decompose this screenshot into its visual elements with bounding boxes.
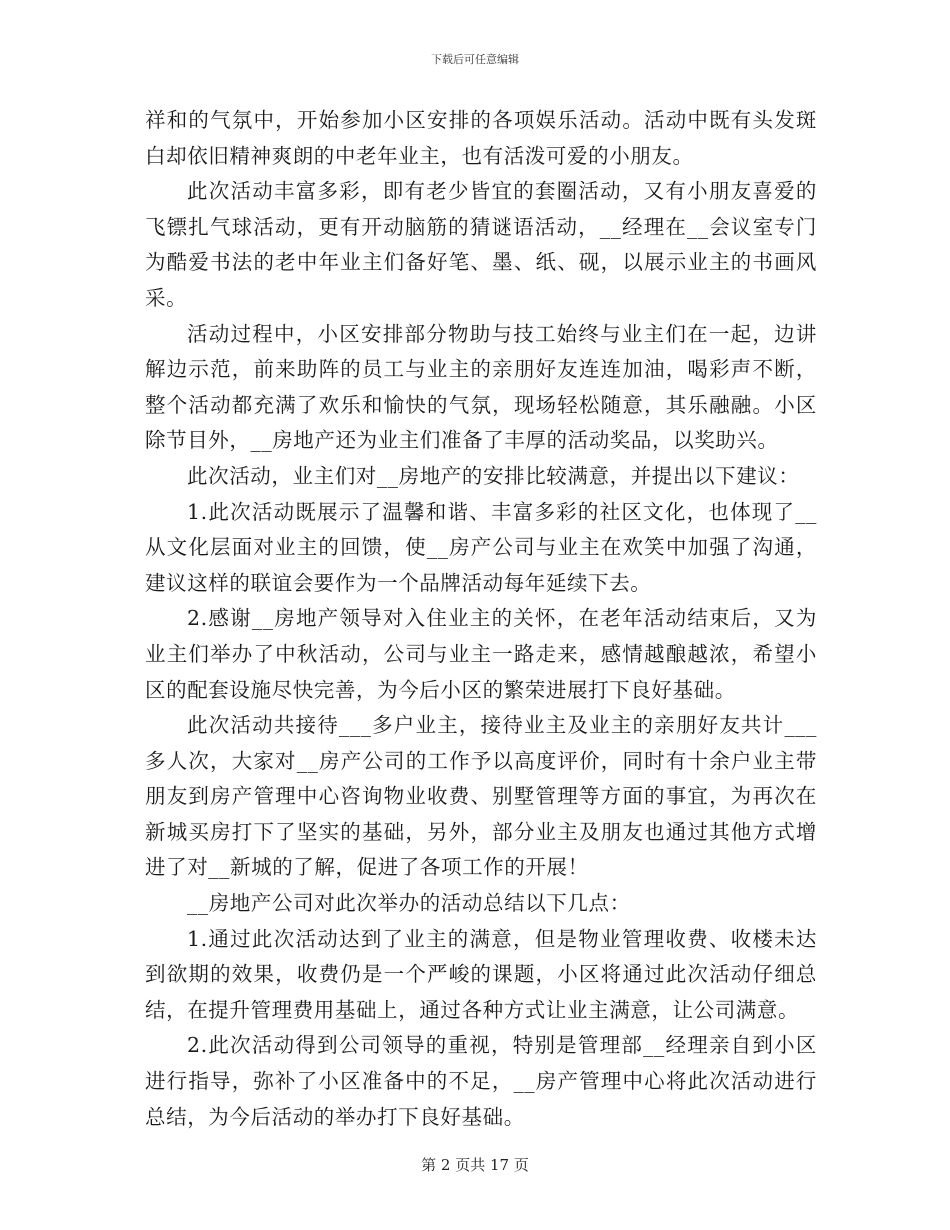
- document-body: [145, 103, 817, 1135]
- paragraph-7: 此次活动共接待___多户业主，接待业主及业主的亲朋好友共计___多人次，大家对__房产公司的工作予以高度评价，同时有十余户业主带朋友到房产管理中心咨询物业收费、别墅管理等方面的事宜，为再次在新城买房打下了坚实的基础，另外，部分业主及朋友也通过其他方式增进了对__新城的了解，促进了各项工作的开展！: [145, 713, 817, 880]
- paragraph-8: __房地产公司对此次举办的活动总结以下几点：: [187, 891, 631, 916]
- page-number: 第 2 页共 17 页: [421, 1156, 529, 1174]
- suggestion-item-2: 2.感谢__房地产领导对入住业主的关怀，在老年活动结束后，又为业主们举办了中秋活动，公司与业主一路走来，感情越酿越浓，希望小区的配套设施尽快完善，为今后小区的繁荣进展打下良好基础。: [145, 606, 817, 702]
- paragraph-2: 此次活动丰富多彩，即有老少皆宜的套圈活动，又有小朋友喜爱的飞镖扎气球活动，更有开动脑筋的猜谜语活动，__经理在__会议室专门为酷爱书法的老中年业主们备好笔、墨、纸、砚，以展示业主的书画风采。: [145, 179, 817, 310]
- suggestion-item-1: 1.此次活动既展示了温馨和谐、丰富多彩的社区文化，也体现了__从文化层面对业主的回馈，使__房产公司与业主在欢笑中加强了沟通，建议这样的联谊会要作为一个品牌活动每年延续下去。: [145, 499, 817, 595]
- paragraph-1: 祥和的气氛中，开始参加小区安排的各项娱乐活动。活动中既有头发斑白却依旧精神爽朗的中老年业主，也有活泼可爱的小朋友。: [145, 108, 817, 168]
- paragraph-3: 活动过程中，小区安排部分物助与技工始终与业主们在一起，边讲解边示范，前来助阵的员工与业主的亲朋好友连连加油，喝彩声不断，整个活动都充满了欢乐和愉快的气氛，现场轻松随意，其乐融融。小区除节目外，__房地产还为业主们准备了丰厚的活动奖品，以奖助兴。: [145, 321, 817, 453]
- page-header: 下载后可任意编辑: [431, 53, 519, 66]
- summary-item-2: 2.此次活动得到公司领导的重视，特别是管理部__经理亲自到小区进行指导，弥补了小区准备中的不足，__房产管理中心将此次活动进行总结，为今后活动的举办打下良好基础。: [145, 1033, 817, 1129]
- summary-item-1: 1.通过此次活动达到了业主的满意，但是物业管理收费、收楼未达到欲期的效果，收费仍是一个严峻的课题，小区将通过此次活动仔细总结，在提升管理费用基础上，通过各种方式让业主满意，让公司满意。: [145, 926, 817, 1022]
- paragraph-4: 此次活动，业主们对__房地产的安排比较满意，并提出以下建议：: [187, 463, 800, 488]
